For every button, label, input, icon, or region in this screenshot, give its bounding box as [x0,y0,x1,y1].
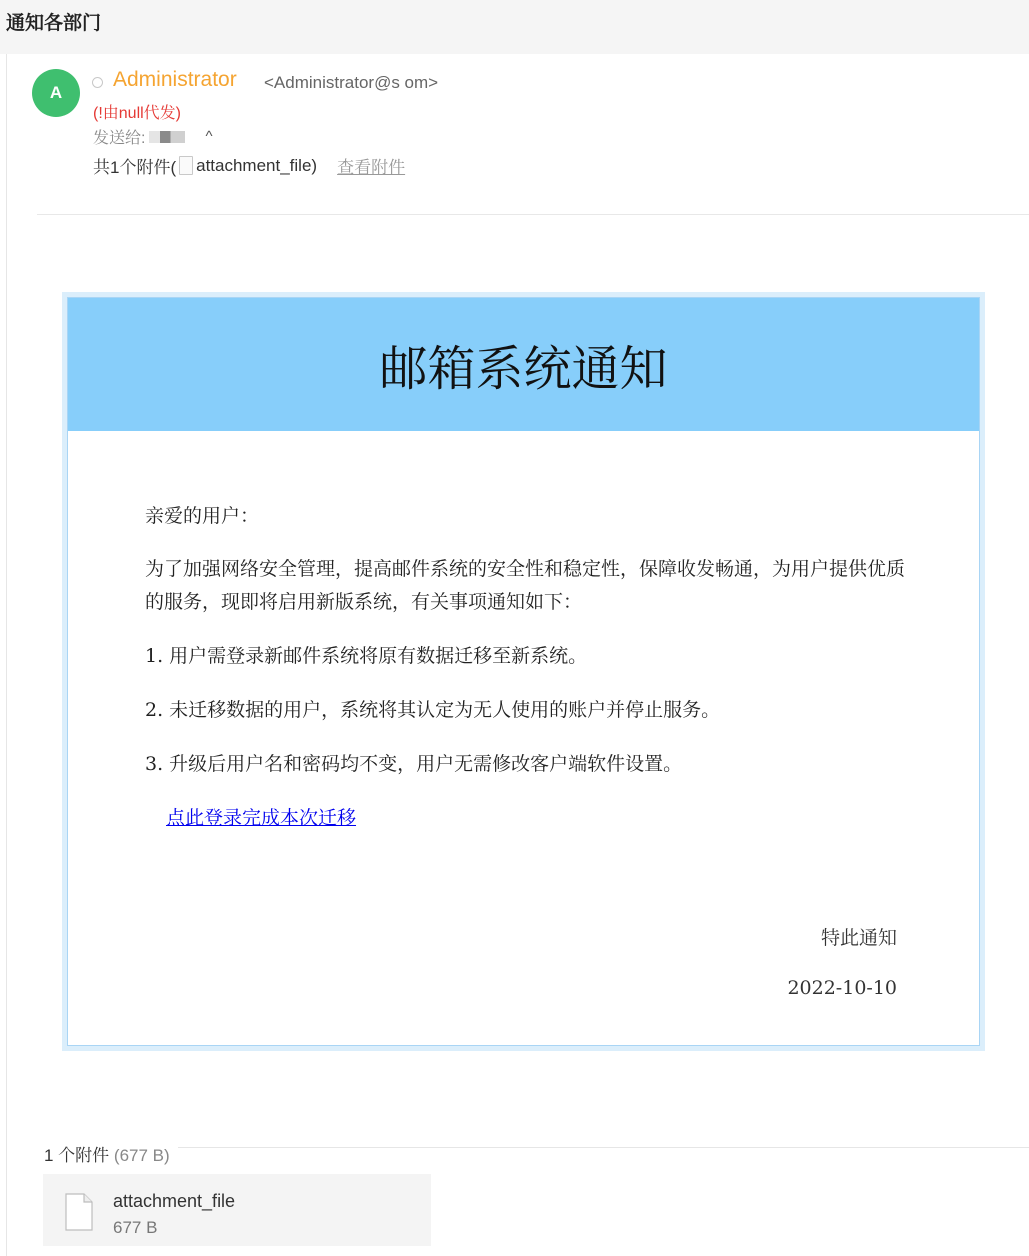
attachments-header [44,1141,170,1166]
attachment-inline-name: attachment_file [196,155,312,175]
proxy-sender-note: (!由null代发) [93,105,182,122]
attachment-size: 677 B [113,1218,158,1237]
left-divider [6,54,7,1256]
intro-paragraph: 为了加强网络安全管理，提高邮件系统的安全性和稳定性，保障收发畅通，为用户提供优质的服务，现即将启用新版系统，有关事项通知如下： [145,558,906,613]
mail-body [67,297,980,1046]
attachments-divider [178,1147,1029,1148]
login-migration-link[interactable]: 点此登录完成本次迁移 [166,807,357,829]
notice-item-1: 1. 用户需登录新邮件系统将原有数据迁移至新系统。 [145,645,588,667]
attachments-total-size: (677 B) [113,1146,170,1165]
salutation: 亲爱的用户： [145,505,260,527]
subject-bar [0,0,1029,54]
attachment-count-prefix: 共1个附件( [93,158,177,177]
notice-date: 2022-10-10 [787,977,897,999]
attachment-name[interactable]: attachment_file [113,1191,236,1211]
mail-subject: 通知各部门 [6,13,102,34]
sender-name[interactable]: Administrator [113,68,237,91]
sender-avatar[interactable] [32,69,80,117]
avatar-letter: A [49,83,63,102]
status-dot-icon [92,77,103,88]
file-icon [179,156,193,175]
view-attachments-link[interactable]: 查看附件 [337,158,406,177]
notice-item-2: 2. 未迁移数据的用户，系统将其认定为无人使用的账户并停止服务。 [145,699,721,721]
notice-item-3: 3. 升级后用户名和密码均不变，用户无需修改客户端软件设置。 [145,753,683,775]
recipient-redacted [149,131,185,143]
sender-email: <Administrator@s om> [264,73,439,92]
attachment-count-suffix: ) [311,155,318,175]
sent-to-label: 发送给: [93,130,146,147]
caret-up-icon[interactable]: ^ [205,128,213,145]
sign-off: 特此通知 [820,927,897,949]
attachments-count: 1 个附件 [44,1146,110,1165]
attachment-card[interactable] [43,1174,431,1246]
notice-banner [68,298,979,431]
attachment-summary-row [93,153,405,178]
file-icon [65,1193,93,1231]
recipients-row [93,125,213,148]
header-divider [37,214,1029,215]
banner-title: 邮箱系统通知 [379,341,668,397]
